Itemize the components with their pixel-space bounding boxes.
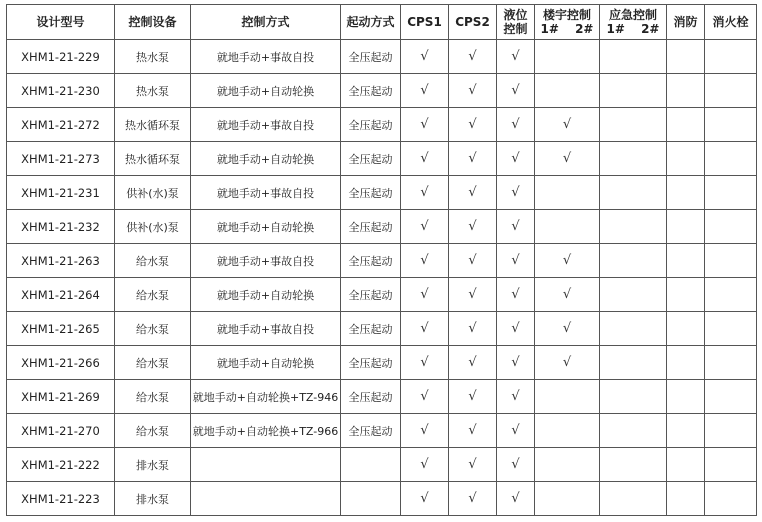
cell-code: XHM1-21-266 xyxy=(7,346,115,380)
cell-building xyxy=(535,74,600,108)
header-building-line1: 楼宇控制 xyxy=(542,8,591,22)
cell-building xyxy=(535,176,600,210)
cell-emergency xyxy=(600,142,667,176)
cell-level: √ xyxy=(497,482,535,516)
cell-fire xyxy=(667,312,705,346)
cell-method xyxy=(191,482,341,516)
table-row xyxy=(7,40,757,74)
cell-emergency xyxy=(600,414,667,448)
cell-fire xyxy=(667,278,705,312)
cell-fire xyxy=(667,414,705,448)
cell-building: √ xyxy=(535,278,600,312)
cell-start: 全压起动 xyxy=(341,40,401,74)
cell-cps1: √ xyxy=(401,312,449,346)
cell-code: XHM1-21-273 xyxy=(7,142,115,176)
cell-method: 就地手动+自动轮换 xyxy=(191,74,341,108)
cell-code: XHM1-21-270 xyxy=(7,414,115,448)
cell-cps2: √ xyxy=(449,346,497,380)
header-cps1: CPS1 xyxy=(401,5,449,40)
cell-fire xyxy=(667,74,705,108)
cell-hydrant xyxy=(705,74,757,108)
cell-fire xyxy=(667,346,705,380)
cell-start xyxy=(341,482,401,516)
cell-fire xyxy=(667,176,705,210)
cell-cps1: √ xyxy=(401,74,449,108)
cell-level: √ xyxy=(497,210,535,244)
cell-device: 排水泵 xyxy=(115,448,191,482)
header-emergency-line2: 1# 2# xyxy=(606,22,660,36)
cell-fire xyxy=(667,142,705,176)
header-level-line2: 控制 xyxy=(503,22,528,36)
cell-hydrant xyxy=(705,108,757,142)
cell-start: 全压起动 xyxy=(341,74,401,108)
cell-device: 供补(水)泵 xyxy=(115,210,191,244)
table-row xyxy=(7,346,757,380)
header-building-line2: 1# 2# xyxy=(540,22,594,36)
cell-building xyxy=(535,448,600,482)
cell-emergency xyxy=(600,74,667,108)
table-row xyxy=(7,74,757,108)
cell-code: XHM1-21-231 xyxy=(7,176,115,210)
cell-code: XHM1-21-230 xyxy=(7,74,115,108)
cell-level: √ xyxy=(497,312,535,346)
cell-device: 给水泵 xyxy=(115,380,191,414)
header-emergency xyxy=(600,5,667,40)
table-row xyxy=(7,482,757,516)
cell-code: XHM1-21-265 xyxy=(7,312,115,346)
cell-fire xyxy=(667,482,705,516)
cell-device: 给水泵 xyxy=(115,312,191,346)
table-row xyxy=(7,244,757,278)
cell-building xyxy=(535,414,600,448)
header-cps2: CPS2 xyxy=(449,5,497,40)
cell-level: √ xyxy=(497,40,535,74)
cell-cps2: √ xyxy=(449,244,497,278)
cell-device: 热水泵 xyxy=(115,74,191,108)
table-row xyxy=(7,414,757,448)
cell-cps2: √ xyxy=(449,74,497,108)
cell-fire xyxy=(667,448,705,482)
cell-start: 全压起动 xyxy=(341,380,401,414)
cell-start: 全压起动 xyxy=(341,142,401,176)
cell-cps1: √ xyxy=(401,40,449,74)
cell-code: XHM1-21-229 xyxy=(7,40,115,74)
cell-level: √ xyxy=(497,108,535,142)
cell-hydrant xyxy=(705,346,757,380)
table-row xyxy=(7,380,757,414)
cell-cps2: √ xyxy=(449,482,497,516)
cell-emergency xyxy=(600,448,667,482)
pump-control-table xyxy=(6,4,757,516)
cell-start: 全压起动 xyxy=(341,176,401,210)
cell-cps1: √ xyxy=(401,414,449,448)
cell-cps2: √ xyxy=(449,312,497,346)
cell-start: 全压起动 xyxy=(341,278,401,312)
cell-cps1: √ xyxy=(401,448,449,482)
table-row xyxy=(7,312,757,346)
cell-hydrant xyxy=(705,40,757,74)
cell-method: 就地手动+事故自投 xyxy=(191,176,341,210)
cell-building: √ xyxy=(535,312,600,346)
cell-cps2: √ xyxy=(449,414,497,448)
cell-code: XHM1-21-269 xyxy=(7,380,115,414)
table-row xyxy=(7,278,757,312)
header-fire: 消防 xyxy=(667,5,705,40)
cell-method: 就地手动+自动轮换 xyxy=(191,346,341,380)
cell-cps2: √ xyxy=(449,210,497,244)
header-building xyxy=(535,5,600,40)
cell-fire xyxy=(667,244,705,278)
cell-fire xyxy=(667,40,705,74)
table-row xyxy=(7,142,757,176)
table-row xyxy=(7,210,757,244)
cell-hydrant xyxy=(705,380,757,414)
cell-cps1: √ xyxy=(401,108,449,142)
cell-method xyxy=(191,448,341,482)
cell-code: XHM1-21-222 xyxy=(7,448,115,482)
cell-building: √ xyxy=(535,142,600,176)
cell-hydrant xyxy=(705,142,757,176)
cell-cps1: √ xyxy=(401,278,449,312)
header-row xyxy=(7,5,757,40)
cell-cps2: √ xyxy=(449,278,497,312)
header-level-line1: 液位 xyxy=(503,8,528,22)
cell-emergency xyxy=(600,210,667,244)
cell-level: √ xyxy=(497,380,535,414)
cell-building xyxy=(535,482,600,516)
cell-start: 全压起动 xyxy=(341,346,401,380)
cell-level: √ xyxy=(497,346,535,380)
cell-method: 就地手动+事故自投 xyxy=(191,40,341,74)
cell-cps2: √ xyxy=(449,176,497,210)
cell-method: 就地手动+自动轮换+TZ-946 xyxy=(191,380,341,414)
cell-code: XHM1-21-264 xyxy=(7,278,115,312)
table-row xyxy=(7,108,757,142)
cell-building xyxy=(535,380,600,414)
cell-method: 就地手动+自动轮换 xyxy=(191,210,341,244)
cell-method: 就地手动+自动轮换+TZ-966 xyxy=(191,414,341,448)
cell-hydrant xyxy=(705,278,757,312)
table-body xyxy=(7,40,757,516)
cell-level: √ xyxy=(497,142,535,176)
cell-fire xyxy=(667,380,705,414)
cell-cps2: √ xyxy=(449,448,497,482)
cell-emergency xyxy=(600,312,667,346)
cell-device: 供补(水)泵 xyxy=(115,176,191,210)
cell-start: 全压起动 xyxy=(341,108,401,142)
cell-fire xyxy=(667,210,705,244)
cell-emergency xyxy=(600,40,667,74)
header-device: 控制设备 xyxy=(115,5,191,40)
cell-device: 给水泵 xyxy=(115,278,191,312)
cell-hydrant xyxy=(705,448,757,482)
cell-building: √ xyxy=(535,244,600,278)
cell-cps1: √ xyxy=(401,482,449,516)
table-row xyxy=(7,176,757,210)
cell-level: √ xyxy=(497,278,535,312)
cell-cps2: √ xyxy=(449,142,497,176)
cell-level: √ xyxy=(497,176,535,210)
cell-hydrant xyxy=(705,482,757,516)
cell-device: 给水泵 xyxy=(115,244,191,278)
cell-cps1: √ xyxy=(401,176,449,210)
cell-emergency xyxy=(600,176,667,210)
cell-start: 全压起动 xyxy=(341,414,401,448)
cell-emergency xyxy=(600,380,667,414)
cell-hydrant xyxy=(705,210,757,244)
cell-start xyxy=(341,448,401,482)
cell-method: 就地手动+事故自投 xyxy=(191,312,341,346)
cell-cps1: √ xyxy=(401,142,449,176)
cell-building xyxy=(535,40,600,74)
cell-cps1: √ xyxy=(401,244,449,278)
header-method: 控制方式 xyxy=(191,5,341,40)
cell-level: √ xyxy=(497,414,535,448)
cell-code: XHM1-21-232 xyxy=(7,210,115,244)
cell-method: 就地手动+事故自投 xyxy=(191,108,341,142)
header-level xyxy=(497,5,535,40)
cell-device: 给水泵 xyxy=(115,414,191,448)
cell-level: √ xyxy=(497,448,535,482)
cell-start: 全压起动 xyxy=(341,244,401,278)
header-emergency-line1: 应急控制 xyxy=(608,8,657,22)
cell-device: 热水循环泵 xyxy=(115,108,191,142)
cell-start: 全压起动 xyxy=(341,210,401,244)
cell-cps1: √ xyxy=(401,346,449,380)
cell-cps2: √ xyxy=(449,108,497,142)
cell-hydrant xyxy=(705,312,757,346)
cell-level: √ xyxy=(497,244,535,278)
cell-emergency xyxy=(600,278,667,312)
cell-hydrant xyxy=(705,176,757,210)
cell-building xyxy=(535,210,600,244)
cell-method: 就地手动+事故自投 xyxy=(191,244,341,278)
cell-method: 就地手动+自动轮换 xyxy=(191,142,341,176)
cell-device: 热水循环泵 xyxy=(115,142,191,176)
header-code: 设计型号 xyxy=(7,5,115,40)
header-hydrant: 消火栓 xyxy=(705,5,757,40)
cell-code: XHM1-21-263 xyxy=(7,244,115,278)
cell-emergency xyxy=(600,482,667,516)
cell-cps2: √ xyxy=(449,40,497,74)
cell-cps2: √ xyxy=(449,380,497,414)
cell-emergency xyxy=(600,244,667,278)
cell-emergency xyxy=(600,108,667,142)
table-row xyxy=(7,448,757,482)
cell-device: 热水泵 xyxy=(115,40,191,74)
cell-code: XHM1-21-272 xyxy=(7,108,115,142)
cell-building: √ xyxy=(535,346,600,380)
cell-method: 就地手动+自动轮换 xyxy=(191,278,341,312)
cell-building: √ xyxy=(535,108,600,142)
cell-cps1: √ xyxy=(401,210,449,244)
cell-hydrant xyxy=(705,414,757,448)
cell-cps1: √ xyxy=(401,380,449,414)
cell-level: √ xyxy=(497,74,535,108)
cell-start: 全压起动 xyxy=(341,312,401,346)
cell-fire xyxy=(667,108,705,142)
cell-hydrant xyxy=(705,244,757,278)
header-start: 起动方式 xyxy=(341,5,401,40)
cell-device: 排水泵 xyxy=(115,482,191,516)
cell-device: 给水泵 xyxy=(115,346,191,380)
cell-code: XHM1-21-223 xyxy=(7,482,115,516)
cell-emergency xyxy=(600,346,667,380)
